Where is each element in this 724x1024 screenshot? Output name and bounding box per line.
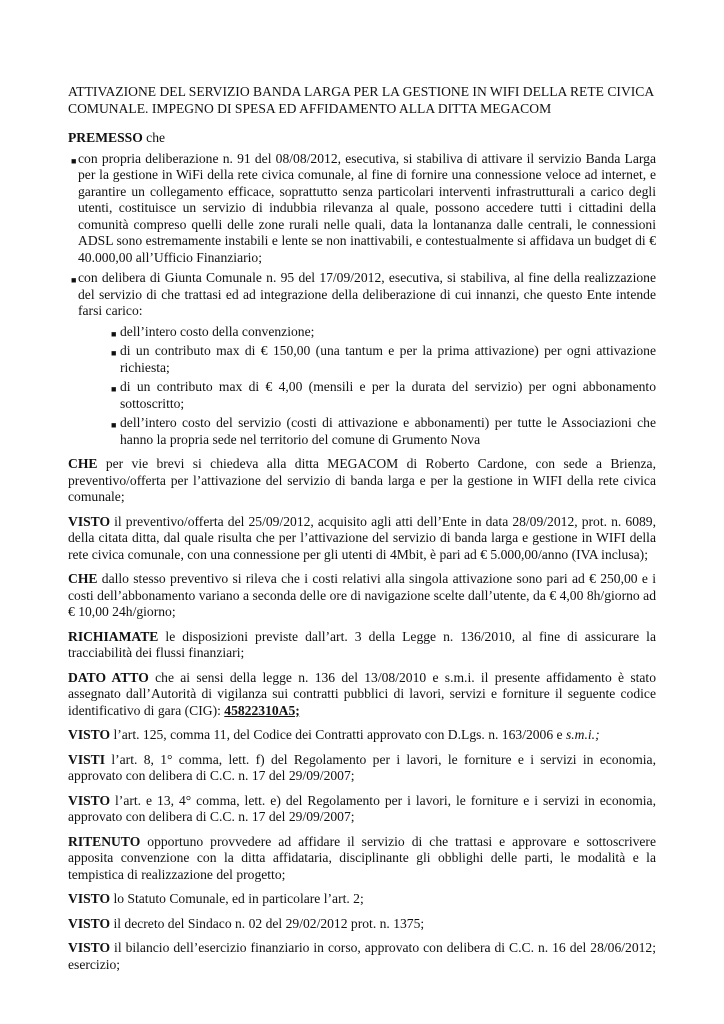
charges-item [68,379,656,412]
charges-item-text: di un contributo max di € 4,00 (mensili e per la durata del servizio) per ogni abbonamento sottoscritto; [120,379,656,411]
paragraph-label: VISTO [68,513,111,529]
paragraph-dato-atto [68,670,656,720]
paragraph-text: per vie brevi si chiedeva alla ditta MEGACOM di Roberto Cardone, con sede a Brienza, preventivo/offerta per l’attivazione del servizio di banda larga e per la gestione in WIFI della rete civica comunale; [68,456,656,504]
paragraph-visto-3 [68,793,656,826]
paragraph-italic: s.m.i.; [565,727,600,742]
paragraph-label: RICHIAMATE [68,628,159,644]
premesso-label: PREMESSO [68,130,143,145]
paragraph-ritenuto [68,834,656,884]
paragraph-label: VISTO [68,940,111,955]
premesso-bullet-1 [68,151,656,267]
bullet-text: con propria deliberazione n. 91 del 08/08/2012, esecutiva, si stabiliva di attivare il servizio Banda Larga per la gestione in WiFi della rete civica comunale, al fine di fornire una connessione veloce ad internet, e garantire un collegamento efficace, soprattutto senza particolari interventi infrastrutturali a carico degli utenti, costituisce un servizio di indubbia rilevanza al quale, possono accedere tutti i cittadini della comunità compreso quelli delle zone rurali nelle quali, data la lontananza dalle centrali, le connessioni ADSL sono estremamente instabili e lente se non inattivabili, e contestualmente si affidava un budget di € 40.000,00 all’Ufficio Finanziario; [78,150,656,265]
paragraph-visto-6 [68,940,656,973]
premesso-bullet-2 [68,270,656,320]
charges-item [68,415,656,448]
paragraph-label: CHE [68,456,98,471]
paragraph-label: RITENUTO [68,833,141,849]
charges-list [68,324,656,449]
paragraph-label: VISTO [68,792,111,808]
premesso-heading [68,130,656,147]
paragraph-text: che ai sensi della legge n. 136 del 13/08/2010 e s.m.i. il presente affidamento è stato assegnato dall’Autorità di vigilanza sui contratti pubblici di lavori, servizi e forniture il seguente codice identificativo di gara (CIG): [68,669,657,718]
paragraph-label: VISTO [68,915,111,931]
charges-item [68,343,656,376]
paragraph-text: il preventivo/offerta del 25/09/2012, acquisito agli atti dell’Ente in data 28/09/2012, prot. n. 6089, della citata ditta, dal quale risulta che per l’attivazione del servizio di banda larga e gestione in WIFI della rete civica comunale, con una connessione per gli utenti di 4Mbit, è pari ad € 5.000,00/anno (IVA inclusa); [68,513,656,562]
paragraph-text: il bilancio dell’esercizio finanziario in corso, approvato con delibera di C.C. n. 16 del 28/06/2012; esercizio; [68,940,656,972]
square-bullet-icon: ■ [111,328,117,339]
paragraph-visto-5 [68,916,656,933]
paragraph-text: le disposizioni previste dall’art. 3 della Legge n. 136/2010, al fine di assicurare la tracciabilità dei flussi finanziari; [68,628,656,660]
paragraph-text: l’art. 8, 1° comma, lett. f) del Regolamento per i lavori, le forniture e i servizi in economia, approvato con delibera di C.C. n. 17 del 29/09/2007; [68,751,656,783]
paragraph-label: VISTO [68,891,111,906]
paragraph-text: opportuno provvedere ad affidare il servizio di che trattasi e approvare e sottoscrivere apposita convenzione con la ditta affidataria, disciplinante gli obblighi delle parti, le modalità e la tempistica di realizzazione del progetto; [68,833,656,882]
square-bullet-icon: ■ [71,275,77,285]
paragraph-visti [68,752,656,785]
charges-item-text: di un contributo max di € 150,00 (una tantum e per la prima attivazione) per ogni attivazione richiesta; [120,343,656,375]
document-title: ATTIVAZIONE DEL SERVIZIO BANDA LARGA PER LA GESTIONE IN WIFI DELLA RETE CIVICA COMUNALE. IMPEGNO DI SPESA ED AFFIDAMENTO ALLA DITTA MEGACOM [68,84,654,116]
paragraph-visto-4 [68,891,656,908]
square-bullet-icon: ■ [111,384,117,394]
paragraph-label: VISTO [68,727,111,742]
bullet-text: con delibera di Giunta Comunale n. 95 del 17/09/2012, esecutiva, si stabiliva, al fine della realizzazione del servizio di che trattasi ed ad integrazione della deliberazione di cui innanzi, che questo Ente intende farsi carico: [78,270,656,318]
paragraph-text: l’art. e 13, 4° comma, lett. e) del Regolamento per i lavori, le forniture e i servizi in economia, approvato con delibera di C.C. n. 17 del 29/09/2007; [68,792,656,824]
paragraph-label: VISTI [68,751,106,767]
square-bullet-icon: ■ [111,348,117,358]
charges-item [68,324,656,341]
paragraph-text: dallo stesso preventivo si rileva che i costi relativi alla singola attivazione sono pari ad € 250,00 e i costi dell’abbonamento variano a seconda delle ore di navigazione scelte dall’utente, da € 4,00 8h/giorno ad € 10,00 24h/giorno; [68,571,656,619]
paragraph-text: lo Statuto Comunale, ed in particolare l’art. 2; [110,891,364,906]
charges-item-text: dell’intero costo della convenzione; [120,323,315,339]
square-bullet-icon: ■ [111,420,117,430]
document-page [68,84,656,981]
paragraph-che-1 [68,456,656,506]
square-bullet-icon: ■ [71,155,77,166]
paragraph-richiamate [68,629,656,662]
paragraph-visto-2 [68,727,656,744]
paragraph-che-2 [68,571,656,621]
charges-item-text: dell’intero costo del servizio (costi di attivazione e abbonamenti) per tutte le Associazioni che hanno la propria sede nel territorio del comune di Grumento Nova [120,415,656,447]
cig-code: 45822310A5; [224,702,300,718]
paragraph-text: il decreto del Sindaco n. 02 del 29/02/2012 prot. n. 1375; [110,915,425,931]
paragraph-label: DATO ATTO [68,669,149,685]
paragraph-visto-1 [68,514,656,564]
premesso-text: che [142,130,166,145]
paragraph-text: l’art. 125, comma 11, del Codice dei Contratti approvato con D.Lgs. n. 163/2006 e [110,727,566,742]
paragraph-label: CHE [68,571,98,586]
